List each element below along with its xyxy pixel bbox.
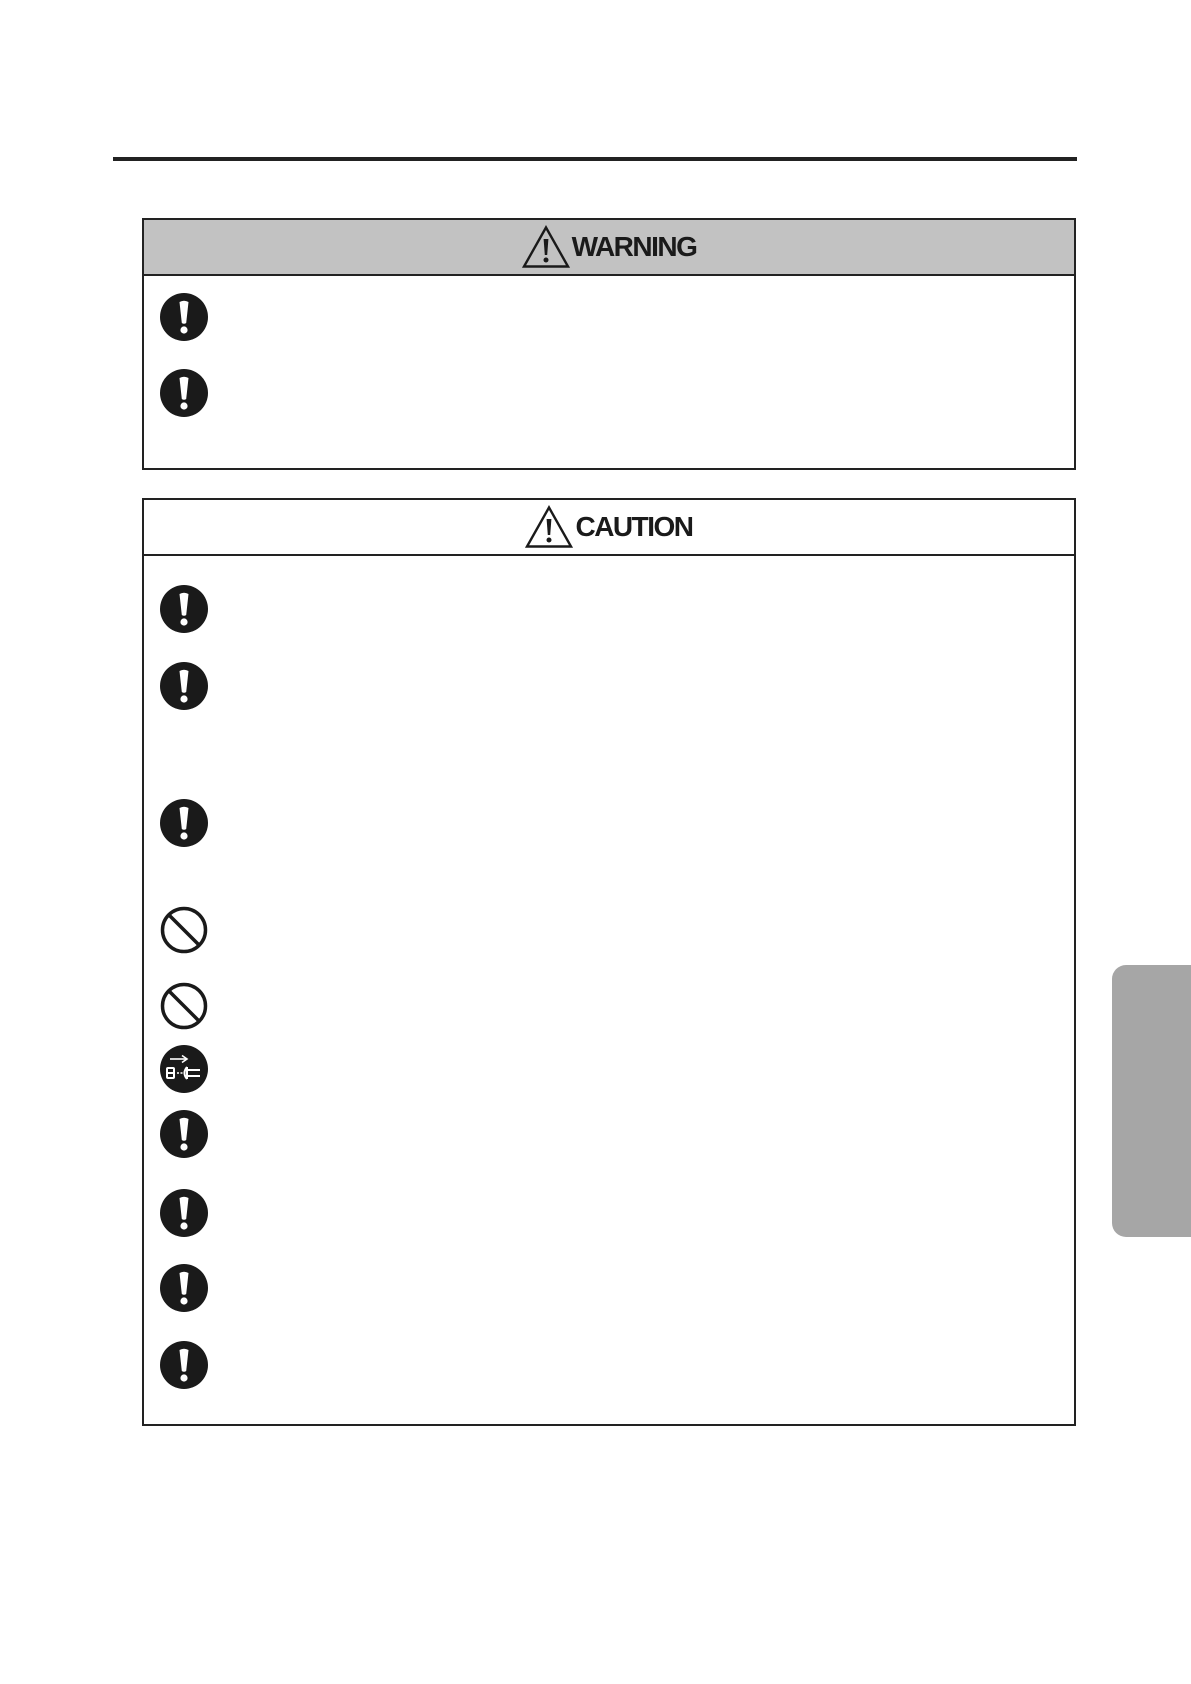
section-side-tab [1112, 965, 1191, 1237]
unplug-icon [160, 1045, 208, 1093]
mandatory-action-icon [160, 293, 208, 341]
caution-box [142, 498, 1076, 1426]
mandatory-action-icon [160, 585, 208, 633]
mandatory-action-icon [160, 1264, 208, 1312]
mandatory-action-icon [160, 662, 208, 710]
prohibition-icon [160, 982, 208, 1030]
caution-triangle-icon [525, 505, 573, 549]
mandatory-action-icon [160, 1110, 208, 1158]
top-rule [113, 157, 1077, 161]
mandatory-action-icon [160, 369, 208, 417]
warning-title: WARNING [571, 231, 697, 262]
warning-box [142, 218, 1076, 470]
warning-header [144, 220, 1074, 276]
caution-header [144, 500, 1074, 556]
mandatory-action-icon [160, 1341, 208, 1389]
prohibition-icon [160, 906, 208, 954]
warning-triangle-icon [522, 225, 570, 269]
mandatory-action-icon [160, 1189, 208, 1237]
mandatory-action-icon [160, 799, 208, 847]
caution-title: CAUTION [575, 511, 693, 542]
